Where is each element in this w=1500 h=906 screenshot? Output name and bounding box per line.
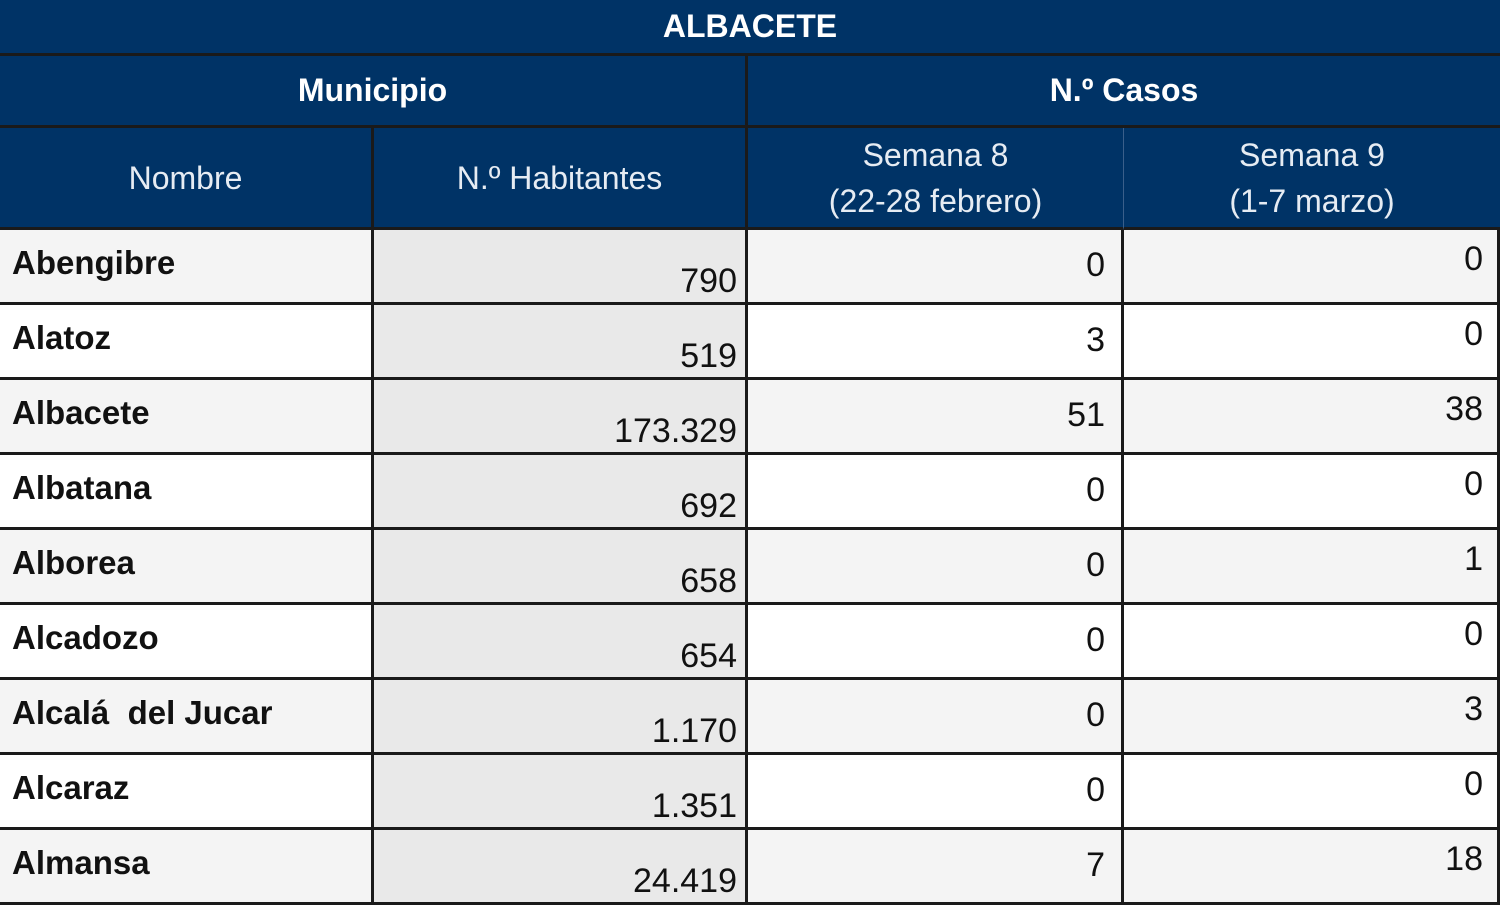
column-header-habitantes [374,128,748,230]
cell-semana9: 0 [1124,305,1500,377]
group-header-municipio: Municipio [0,56,748,128]
cell-habitantes: 173.329 [374,380,748,452]
cell-semana9: 0 [1124,230,1500,302]
cell-semana9: 0 [1124,455,1500,527]
table-row [0,755,1500,830]
table-body [0,230,1500,905]
cell-semana8: 0 [748,605,1124,677]
cell-nombre: Alcadozo [0,605,374,677]
cell-semana8: 0 [748,230,1124,302]
cell-habitantes: 1.170 [374,680,748,752]
cell-habitantes: 519 [374,305,748,377]
cell-nombre: Alatoz [0,305,374,377]
table-row [0,680,1500,755]
cell-semana8: 0 [748,755,1124,827]
column-header-habitantes-label: N.º Habitantes [456,159,663,196]
column-header-semana9 [1124,128,1500,230]
semana8-title: Semana 8 [862,136,1009,173]
cell-semana8: 51 [748,380,1124,452]
table-row [0,455,1500,530]
column-header-nombre [0,128,374,230]
cell-nombre: Albatana [0,455,374,527]
cell-nombre: Abengibre [0,230,374,302]
table-row [0,530,1500,605]
semana9-title: Semana 9 [1239,136,1385,173]
cell-habitantes: 790 [374,230,748,302]
cell-semana9: 1 [1124,530,1500,602]
cell-nombre: Almansa [0,830,374,902]
cell-nombre: Alcalá del Jucar [0,680,374,752]
cell-semana9: 18 [1124,830,1500,902]
cell-habitantes: 1.351 [374,755,748,827]
semana9-dates: (1-7 marzo) [1229,182,1395,219]
group-header-casos: N.º Casos [748,56,1500,128]
cell-semana9: 0 [1124,605,1500,677]
column-header-nombre-label: Nombre [128,159,243,196]
cell-habitantes: 24.419 [374,830,748,902]
cell-nombre: Alborea [0,530,374,602]
cell-nombre: Alcaraz [0,755,374,827]
table-row [0,380,1500,455]
cell-semana8: 7 [748,830,1124,902]
cell-semana8: 0 [748,455,1124,527]
cell-habitantes: 654 [374,605,748,677]
cell-habitantes: 658 [374,530,748,602]
table-title: ALBACETE [0,0,1500,56]
cell-semana9: 0 [1124,755,1500,827]
table-row [0,830,1500,905]
cell-habitantes: 692 [374,455,748,527]
cell-semana9: 38 [1124,380,1500,452]
table-row [0,305,1500,380]
table-row [0,230,1500,305]
cell-semana9: 3 [1124,680,1500,752]
cell-semana8: 3 [748,305,1124,377]
cell-semana8: 0 [748,530,1124,602]
cell-semana8: 0 [748,680,1124,752]
column-header-semana8 [748,128,1124,230]
cell-nombre: Albacete [0,380,374,452]
table-row [0,605,1500,680]
semana8-dates: (22-28 febrero) [828,182,1043,219]
